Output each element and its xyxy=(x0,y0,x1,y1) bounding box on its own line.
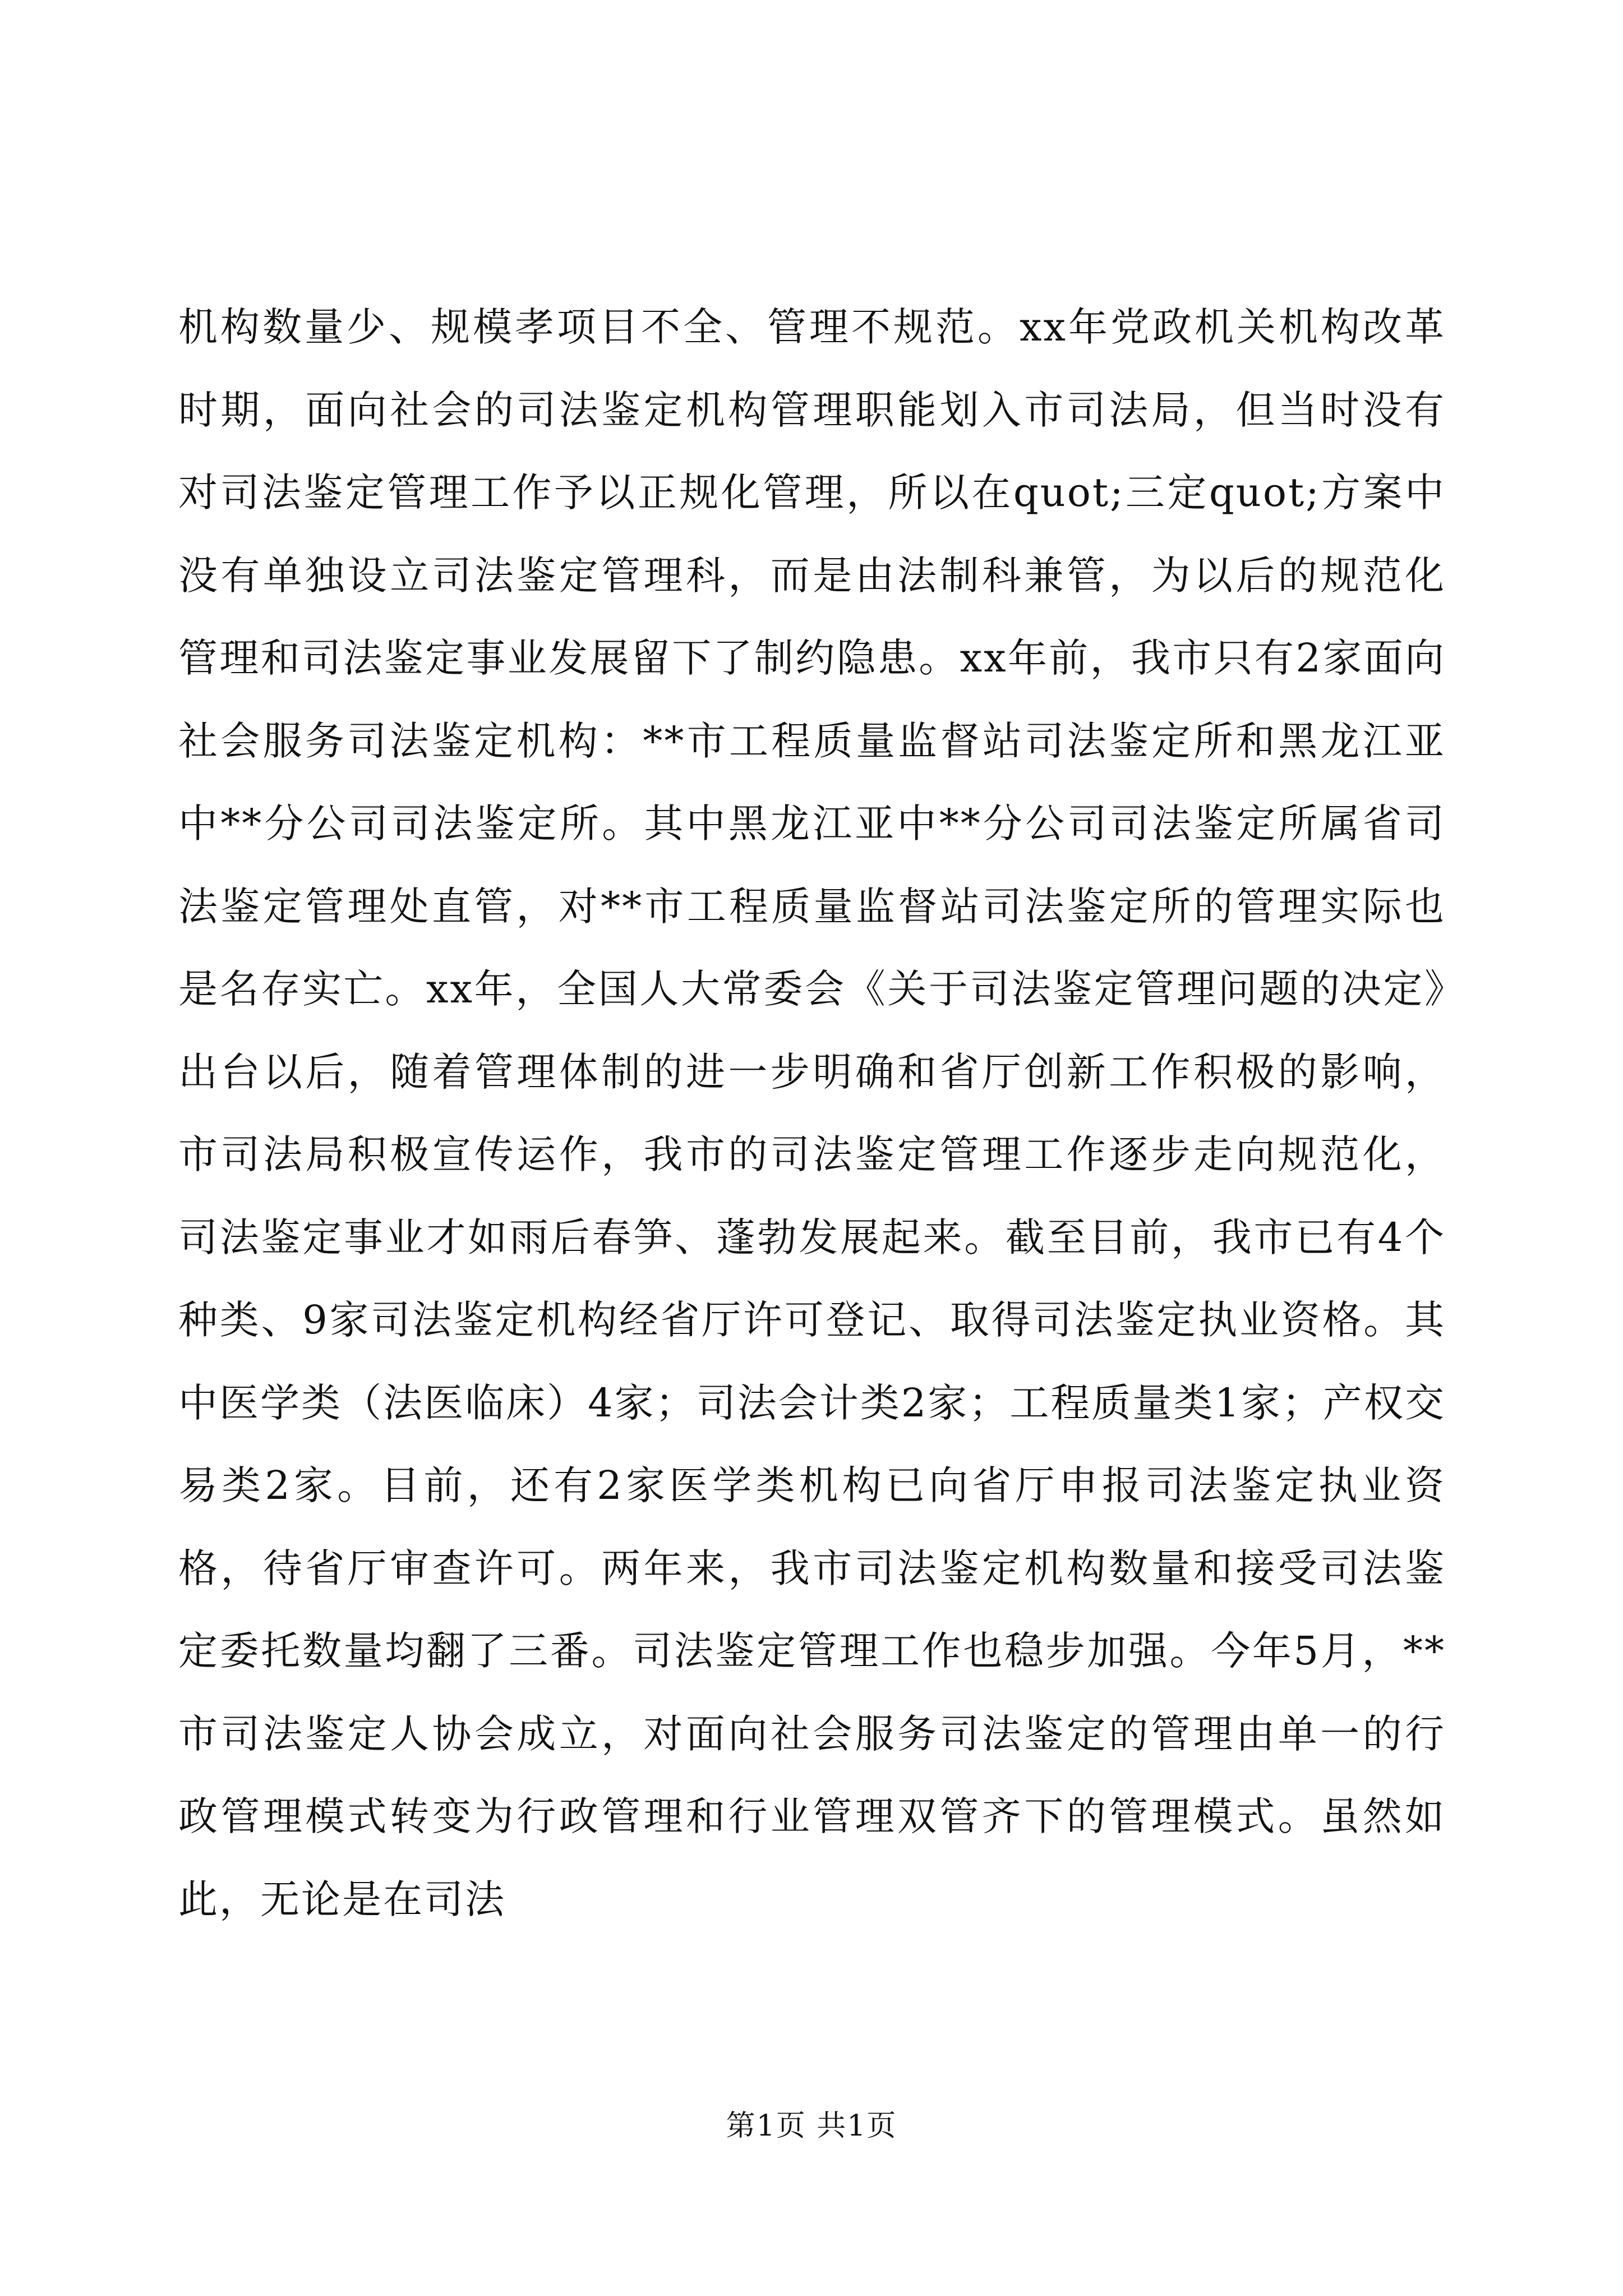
body-paragraph: 机构数量少、规模孝项目不全、管理不规范。xx年党政机关机构改革时期，面向社会的司法鉴定机构管理职能划入市司法局，但当时没有对司法鉴定管理工作予以正规化管理，所以在quot;三定quot;方案中没有单独设立司法鉴定管理科，而是由法制科兼管，为以后的规范化管理和司法鉴定事业发展留下了制约隐患。xx年前，我市只有2家面向社会服务司法鉴定机构：**市工程质量监督站司法鉴定所和黑龙江亚中**分公司司法鉴定所。其中黑龙江亚中**分公司司法鉴定所属省司法鉴定管理处直管，对**市工程质量监督站司法鉴定所的管理实际也是名存实亡。xx年，全国人大常委会《关于司法鉴定管理问题的决定》出台以后，随着管理体制的进一步明确和省厅创新工作积极的影响，市司法局积极宣传运作，我市的司法鉴定管理工作逐步走向规范化，司法鉴定事业才如雨后春笋、蓬勃发展起来。截至目前，我市已有4个种类、9家司法鉴定机构经省厅许可登记、取得司法鉴定执业资格。其中医学类（法医临床）4家；司法会计类2家；工程质量类1家；产权交易类2家。目前，还有2家医学类机构已向省厅申报司法鉴定执业资格，待省厅审查许可。两年来，我市司法鉴定机构数量和接受司法鉴定委托数量均翻了三番。司法鉴定管理工作也稳步加强。今年5月，**市司法鉴定人协会成立，对面向社会服务司法鉴定的管理由单一的行政管理模式转变为行政管理和行业管理双管齐下的管理模式。虽然如此，无论是在司法 xyxy=(178,304,1446,1922)
page-footer: 第1页 共1页 xyxy=(726,2109,897,2143)
